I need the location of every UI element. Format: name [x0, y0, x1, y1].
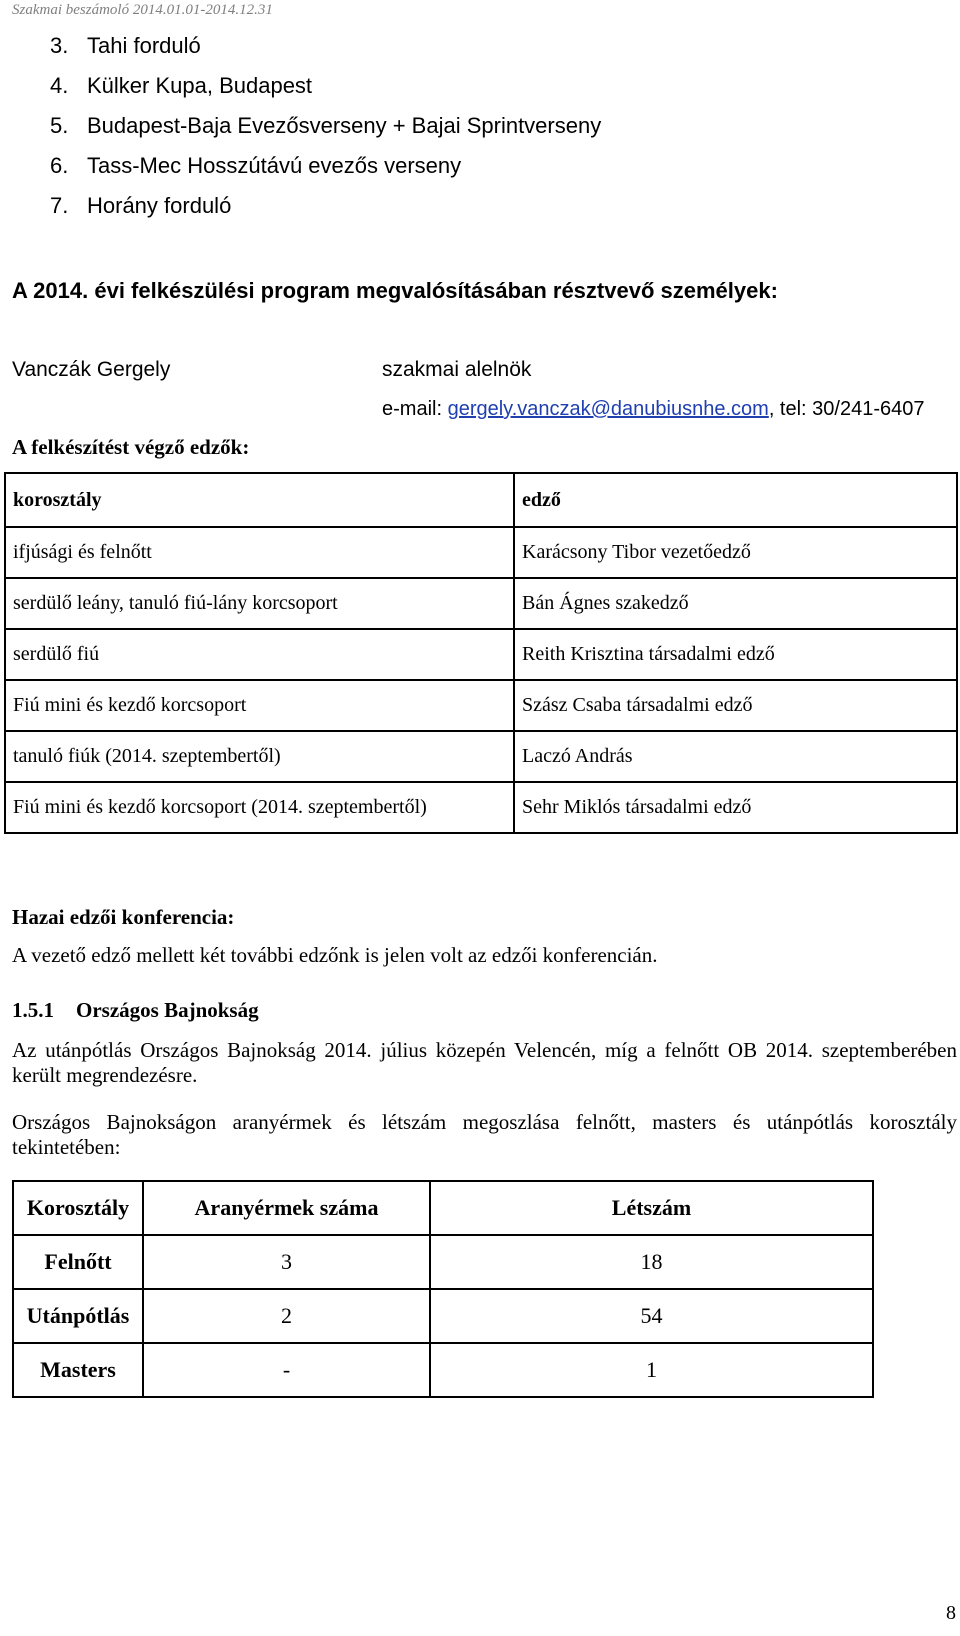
table-cell: Szász Csaba társadalmi edző — [514, 680, 957, 731]
list-item-label: Budapest-Baja Evezősverseny + Bajai Sprintverseny — [87, 113, 602, 138]
table-cell: serdülő leány, tanuló fiú-lány korcsoport — [5, 578, 514, 629]
table-cell: Fiú mini és kezdő korcsoport (2014. szeptembertől) — [5, 782, 514, 833]
email-label: e-mail: — [382, 398, 448, 420]
table-header-row — [5, 473, 957, 527]
table-cell: 54 — [430, 1289, 873, 1343]
table-cell: Felnőtt — [13, 1235, 143, 1289]
championship-paragraph-1: Az utánpótlás Országos Bajnokság 2014. július közepén Velencén, míg a felnőtt OB 2014. szeptemberében került megrendezésre. — [12, 1038, 957, 1087]
list-item-number: 7. — [50, 193, 69, 218]
column-header: Létszám — [430, 1181, 873, 1235]
list-item-label: Horány forduló — [87, 193, 232, 218]
list-item-number: 6. — [50, 153, 69, 178]
conference-text: A vezető edző mellett két további edzőnk is jelen volt az edzői konferencián. — [12, 943, 658, 967]
table-cell: Sehr Miklós társadalmi edző — [514, 782, 957, 833]
email-link[interactable]: gergely.vanczak@danubiusnhe.com — [447, 398, 769, 420]
table-cell: Bán Ágnes szakedző — [514, 578, 957, 629]
table-header-row — [13, 1181, 873, 1235]
table-cell: 1 — [430, 1343, 873, 1397]
table-row — [13, 1289, 873, 1343]
list-item-label: Tass-Mec Hosszútávú evezős verseny — [87, 153, 462, 178]
coaches-table — [4, 472, 958, 834]
section-title: Országos Bajnokság — [76, 998, 259, 1022]
table-cell: Utánpótlás — [13, 1289, 143, 1343]
table-cell: Karácsony Tibor vezetőedző — [514, 527, 957, 578]
table-cell: ifjúsági és felnőtt — [5, 527, 514, 578]
page-number: 8 — [946, 1602, 956, 1624]
list-item-number: 3. — [50, 33, 69, 58]
table-cell: Masters — [13, 1343, 143, 1397]
conference-heading: Hazai edzői konferencia: — [12, 905, 235, 929]
list-item — [50, 73, 312, 99]
table-row — [5, 629, 957, 680]
table-cell: - — [143, 1343, 430, 1397]
column-header: Korosztály — [13, 1181, 143, 1235]
phone-text: , tel: 30/241-6407 — [768, 398, 925, 420]
list-item-label: Tahi forduló — [87, 33, 201, 58]
column-header: edző — [514, 473, 957, 527]
column-header: Aranyérmek száma — [143, 1181, 430, 1235]
list-item — [50, 33, 201, 59]
section-number: 1.5.1 — [12, 998, 54, 1022]
list-item-number: 5. — [50, 113, 69, 138]
person-role: szakmai alelnök — [382, 358, 532, 381]
table-cell: 18 — [430, 1235, 873, 1289]
table-cell: Fiú mini és kezdő korcsoport — [5, 680, 514, 731]
table-cell: Reith Krisztina társadalmi edző — [514, 629, 957, 680]
program-heading: A 2014. évi felkészülési program megvalósításában résztvevő személyek: — [12, 278, 778, 303]
person-name: Vanczák Gergely — [12, 358, 171, 381]
medals-table — [12, 1180, 874, 1398]
table-cell: 3 — [143, 1235, 430, 1289]
table-cell: serdülő fiú — [5, 629, 514, 680]
table-row — [5, 782, 957, 833]
list-item-number: 4. — [50, 73, 69, 98]
table-cell: tanuló fiúk (2014. szeptembertől) — [5, 731, 514, 782]
running-header: Szakmai beszámoló 2014.01.01-2014.12.31 — [12, 2, 273, 18]
table-row — [5, 578, 957, 629]
table-row — [5, 731, 957, 782]
table-cell: 2 — [143, 1289, 430, 1343]
championship-paragraph-2: Országos Bajnokságon aranyérmek és létszám megoszlása felnőtt, masters és utánpótlás korosztály tekintetében: — [12, 1110, 957, 1159]
championship-heading — [12, 998, 259, 1023]
table-row — [13, 1235, 873, 1289]
column-header: korosztály — [5, 473, 514, 527]
table-row — [13, 1343, 873, 1397]
table-row — [5, 527, 957, 578]
person-contact — [382, 398, 925, 421]
coaches-label: A felkészítést végző edzők: — [12, 435, 250, 459]
list-item — [50, 113, 601, 139]
list-item — [50, 193, 231, 219]
list-item — [50, 153, 461, 179]
list-item-label: Külker Kupa, Budapest — [87, 73, 313, 98]
table-row — [5, 680, 957, 731]
table-cell: Laczó András — [514, 731, 957, 782]
